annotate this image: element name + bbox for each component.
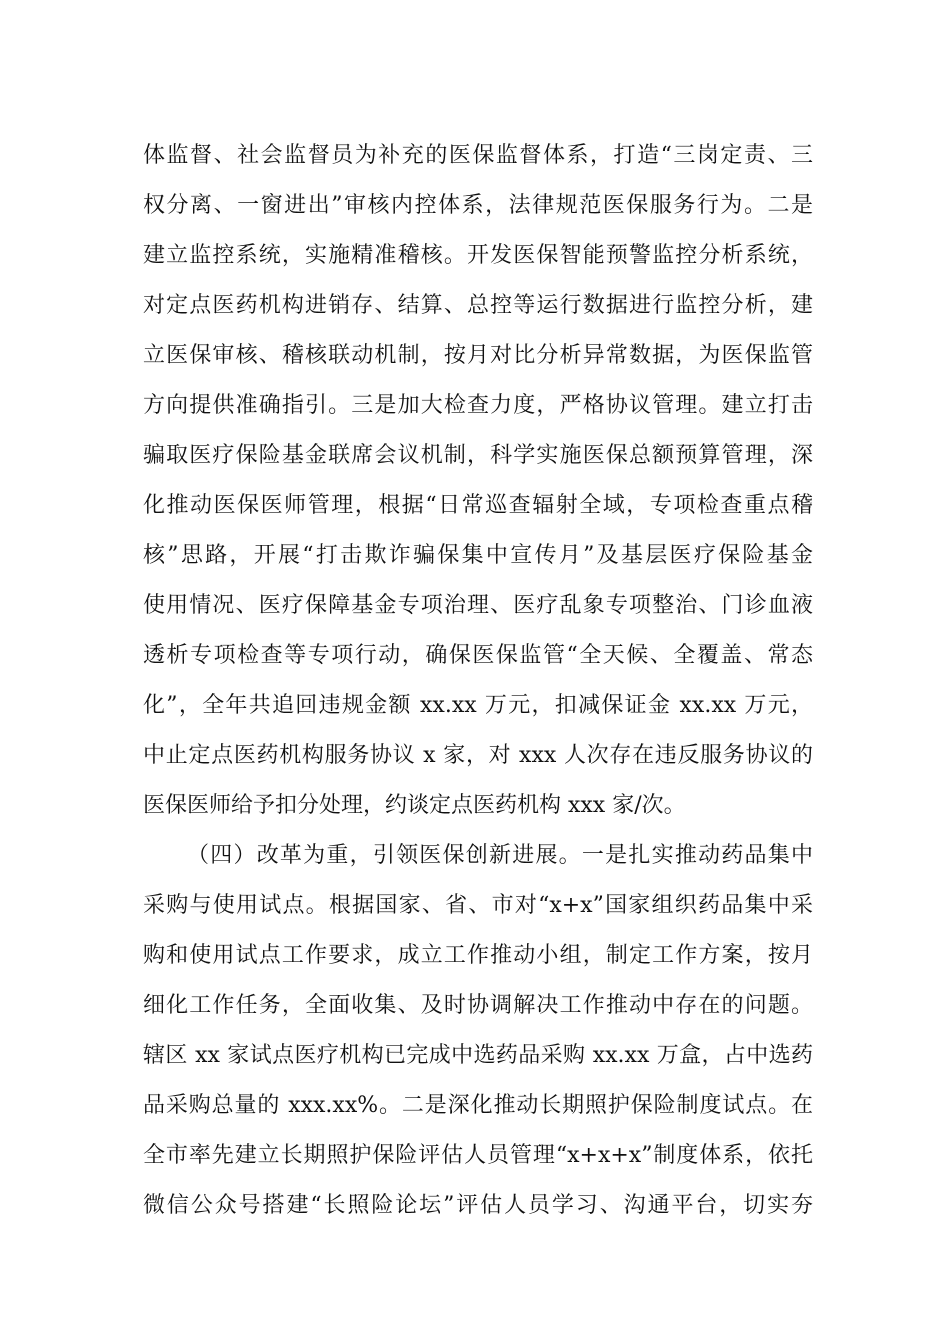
text-line: 权分离、一窗进出”审核内控体系，法律规范医保服务行为。二是: [143, 193, 813, 218]
text-line: 采购与使用试点。根据国家、省、市对“x+x”国家组织药品集中采: [143, 893, 813, 918]
text-line: 骗取医疗保险基金联席会议机制，科学实施医保总额预算管理，深: [143, 443, 813, 468]
text-line: 透析专项检查等专项行动，确保医保监管“全天候、全覆盖、常态: [143, 643, 813, 668]
text-line: 使用情况、医疗保障基金专项治理、医疗乱象专项整治、门诊血液: [143, 593, 813, 618]
text-line: 细化工作任务，全面收集、及时协调解决工作推动中存在的问题。: [143, 993, 813, 1018]
section-heading-line: （四）改革为重，引领医保创新进展。一是扎实推动药品集中: [187, 843, 813, 868]
text-line: 体监督、社会监督员为补充的医保监督体系，打造“三岗定责、三: [143, 143, 813, 168]
text-line: 化”，全年共追回违规金额 xx.xx 万元，扣减保证金 xx.xx 万元，: [143, 693, 813, 718]
text-line: 购和使用试点工作要求，成立工作推动小组，制定工作方案，按月: [143, 943, 813, 968]
text-line: 方向提供准确指引。三是加大检查力度，严格协议管理。建立打击: [143, 393, 813, 418]
text-line: 化推动医保医师管理，根据“日常巡查辐射全域，专项检查重点稽: [143, 493, 813, 518]
document-body: [143, 131, 813, 1231]
text-line: 中止定点医药机构服务协议 x 家，对 xxx 人次存在违反服务协议的: [143, 743, 813, 768]
text-line: 微信公众号搭建“长照险论坛”评估人员学习、沟通平台，切实夯: [143, 1193, 813, 1218]
text-line: 品采购总量的 xxx.xx%。二是深化推动长期照护保险制度试点。在: [143, 1093, 813, 1118]
text-line: 辖区 xx 家试点医疗机构已完成中选药品采购 xx.xx 万盒，占中选药: [143, 1043, 813, 1068]
text-line: 核”思路，开展“打击欺诈骗保集中宣传月”及基层医疗保险基金: [143, 543, 813, 568]
text-line: 立医保审核、稽核联动机制，按月对比分析异常数据，为医保监管: [143, 343, 813, 368]
text-line: 医保医师给予扣分处理，约谈定点医药机构 xxx 家/次。: [143, 793, 686, 818]
text-line: 全市率先建立长期照护保险评估人员管理“x+x+x”制度体系，依托: [143, 1143, 813, 1168]
text-line: 对定点医药机构进销存、结算、总控等运行数据进行监控分析，建: [143, 293, 813, 318]
text-line: 建立监控系统，实施精准稽核。开发医保智能预警监控分析系统，: [143, 243, 813, 268]
